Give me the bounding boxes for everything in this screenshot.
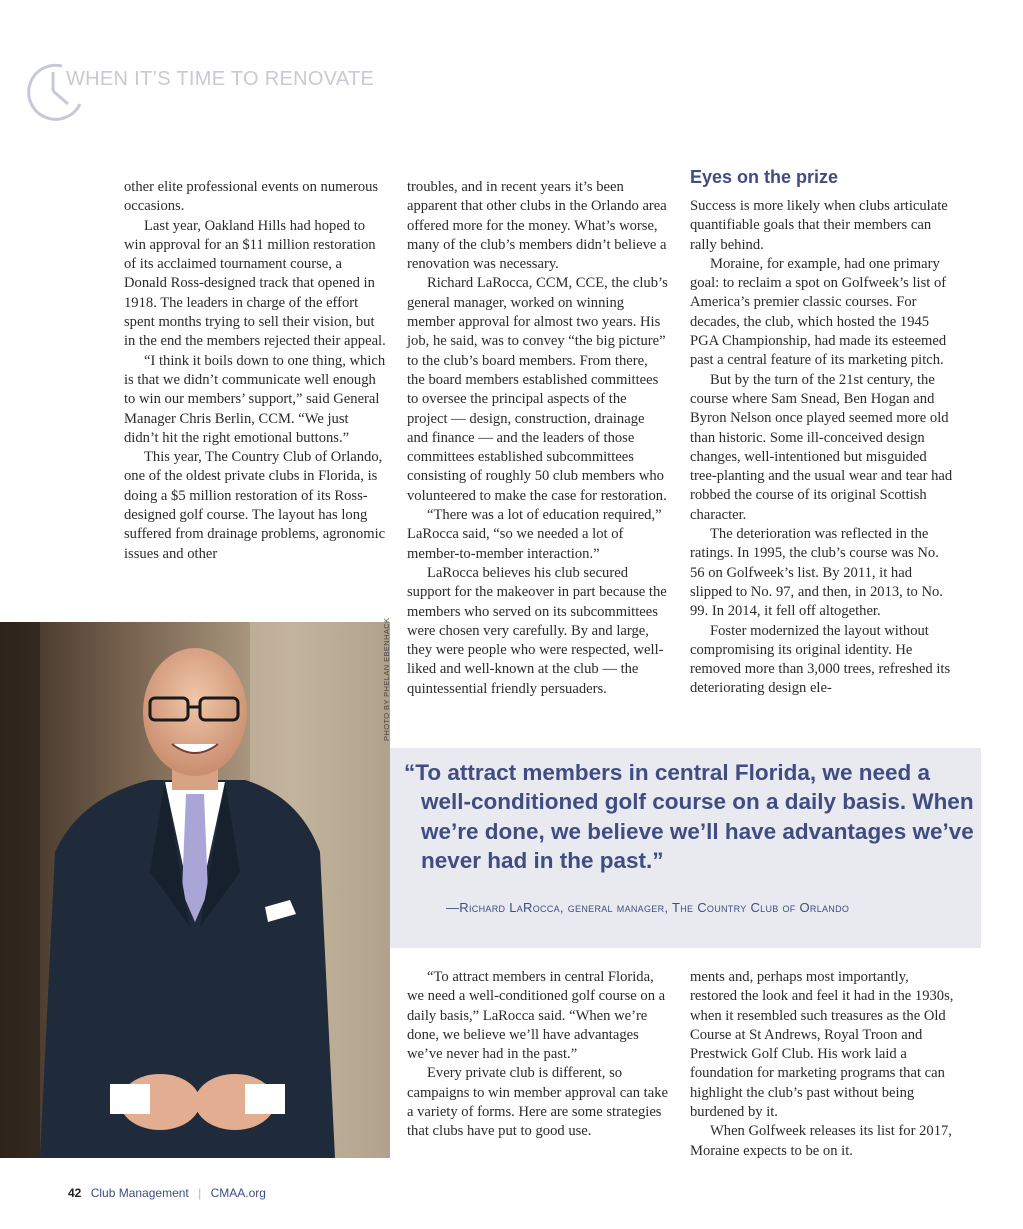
subheading: Eyes on the prize: [690, 167, 839, 187]
body-column-2: [407, 178, 669, 699]
paragraph: The deterioration was reflected in the ratings. In 1995, the club’s course was No. 56 on Golfweek’s list. By 2011, it had slipped to No. 97, and then, in 2013, to No. 99. In 2014, it fell off altogether.: [690, 526, 943, 620]
pull-quote-attribution: —Richard LaRocca, general manager, The Country Club of Orlando: [446, 900, 850, 915]
body-column-4: [407, 968, 669, 1142]
section-title: WHEN IT’S TIME TO RENOVATE: [66, 68, 375, 90]
section-header: [22, 58, 382, 122]
paragraph: Every private club is different, so campaigns to win member approval can take a variety of forms. Here are some strategies that clubs have put to good use.: [407, 1065, 668, 1140]
paragraph: When Golfweek releases its list for 2017, Moraine expects to be on it.: [690, 1123, 952, 1159]
website-link[interactable]: CMAA.org: [210, 1186, 266, 1200]
paragraph: troubles, and in recent years it’s been apparent that other clubs in the Orlando area offered more for the money. What’s worse, many of the club’s members didn’t believe a renovation was necessary.: [407, 179, 667, 273]
body-column-1: [124, 178, 386, 564]
body-column-3: [690, 197, 954, 699]
page-number: 42: [68, 1186, 82, 1200]
footer-divider: |: [198, 1186, 202, 1200]
paragraph: ments and, perhaps most importantly, restored the look and feel it had in the 1930s, when it resembled such treasures as the Old Course at St Andrews, Royal Troon and Prestwick Golf Club. His work laid a foundation for marketing programs that can highlight the club’s past without being burdened by it.: [690, 969, 954, 1121]
pull-quote-text: “To attract members in central Florida, we need a well-conditioned golf course on a daily basis. When we’re done, we believe we’ll have advantages we’ve never had in the past.”: [404, 760, 974, 873]
paragraph: Last year, Oakland Hills had hoped to win approval for an $11 million restoration of its acclaimed tournament course, a Donald Ross-designed track that opened in 1918. The leaders in charge of the effort spent months trying to sell their vision, but in the end the members rejected their appeal.: [124, 217, 386, 350]
paragraph: “I think it boils down to one thing, which is that we didn’t communicate well enough to win our members’ support,” said General Manager Chris Berlin, CCM. “We just didn’t hit the right emotional buttons.”: [124, 352, 386, 446]
paragraph: Success is more likely when clubs articulate quantifiable goals that their members can rally behind.: [690, 198, 948, 253]
body-column-5: [690, 968, 954, 1161]
paragraph: other elite professional events on numerous occasions.: [124, 179, 379, 215]
paragraph: LaRocca believes his club secured support for the makeover in part because the members who served on its subcommittees were chosen very carefully. By and large, they were people who were respected, well-liked and well-known at the club — the quintessential friendly persuaders.: [407, 564, 667, 697]
paragraph: “To attract members in central Florida, we need a well-conditioned golf course on a daily basis,” LaRocca said. “When we’re done, we believe we’ll have advantages we’ve never had in the past.”: [407, 969, 666, 1063]
paragraph: “There was a lot of education required,” LaRocca said, “so we needed a lot of member-to-member interaction.”: [407, 507, 662, 562]
publication-name: Club Management: [90, 1186, 189, 1200]
portrait-photo: [0, 622, 390, 1158]
paragraph: Moraine, for example, had one primary goal: to reclaim a spot on Golfweek’s list of America’s premier classic courses. For decades, the club, which hosted the 1945 PGA Championship, had made its esteemed past a central feature of its marketing pitch.: [690, 255, 947, 369]
paragraph: But by the turn of the 21st century, the course where Sam Snead, Ben Hogan and Byron Nelson once played seemed more old than historic. Some ill-conceived design changes, well-intentioned but misguided tree-planting and the usual wear and tear had robbed the course of its original Scottish character.: [690, 371, 953, 523]
paragraph: This year, The Country Club of Orlando, one of the oldest private clubs in Florida, is doing a $5 million restoration of its Ross-designed golf course. The layout has long suffered from drainage problems, agronomic issues and other: [124, 449, 386, 562]
page-footer: [68, 1186, 266, 1200]
paragraph: Richard LaRocca, CCM, CCE, the club’s general manager, worked on winning member approval for almost two years. His job, he said, was to convey “the big picture” to the club’s board members. From there, the board members established committees to oversee the principal aspects of the project — design, construction, drainage and finance — and the leaders of those committees established subcommittees consisting of roughly 50 club members who volunteered to make the case for restoration.: [407, 275, 668, 504]
paragraph: Foster modernized the layout without compromising its original identity. He removed more than 3,000 trees, refreshed its deteriorating design ele-: [690, 622, 951, 697]
photo-credit: PHOTO BY PHELAN EBENHACK: [382, 617, 391, 741]
pull-quote-box: [390, 748, 981, 948]
